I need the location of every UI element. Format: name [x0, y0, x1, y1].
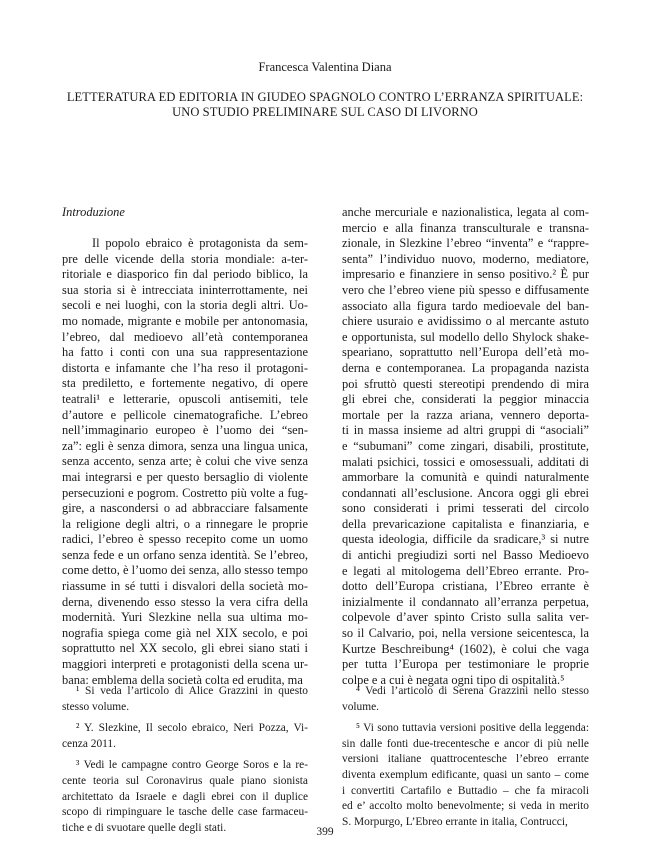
footnote-line: architettato da Israele e dagli ebrei con il duplice	[62, 790, 308, 803]
footnote-line: scopo di rimpinguare le tasche delle case farmaceu-	[62, 806, 308, 819]
left-column	[62, 205, 308, 688]
footnote-line: versioni italiane quattrocentesche l’ebreo errante	[342, 753, 589, 766]
text-line: ha fatto i conti con una sua rappresentazione	[62, 345, 308, 360]
article-title	[40, 90, 610, 120]
text-line: malati psichici, tossici e omosessuali, additati di	[342, 454, 589, 469]
text-line: derna, divenendo esso stesso la vera cifra della	[62, 594, 308, 609]
text-line: ritoriale e diasporico fin dal periodo biblico, la	[62, 267, 308, 282]
footnote-line: volume.	[342, 700, 380, 713]
text-line: teatrali¹ e letterarie, opuscoli antisemiti, tele	[62, 391, 308, 406]
text-line: nell’immaginario europeo è l’uomo dei “sen-	[62, 423, 308, 438]
text-line: associato alla figura tardo medioevale del ban-	[342, 298, 589, 313]
footnote	[342, 721, 589, 830]
text-line: la religione degli altri, o a rinnegare le proprie	[62, 516, 308, 531]
text-line: za”: egli è senza dimora, senza una lingua unica,	[62, 438, 308, 453]
section-heading: Introduzione	[62, 205, 125, 219]
text-line: riassume in sé tutti i disvalori della società mo-	[62, 579, 308, 594]
text-line: pre delle vicende della storia mondiale: a-ter-	[62, 251, 308, 266]
text-line: impresario e finanziere in senso positivo.² È pur	[342, 267, 589, 282]
author-name: Francesca Valentina Diana	[258, 60, 392, 74]
footnotes-left	[62, 684, 308, 836]
footnotes-right	[342, 684, 589, 830]
text-line: persecuzioni e pogrom. Costretto più volte a fug-	[62, 485, 308, 500]
footnote-line: cente teoria sul Coronavirus quale piano sionista	[62, 774, 308, 787]
text-line: secoli e nei luoghi, con la storia degli altri. Uo-	[62, 298, 308, 313]
text-line: colpevole d’aver spinto Cristo sulla salita ver-	[342, 610, 589, 625]
text-line: mo nomade, migrante e mobile per antonomasia,	[62, 313, 308, 328]
text-line: mercio e alla finanza transculturale e transna-	[342, 220, 589, 235]
text-line: vero che l’ebreo viene più spesso e diffusamente	[342, 282, 589, 297]
text-line: modernità. Yuri Slezkine nella sua ultima mo-	[62, 610, 308, 625]
text-line: ammorbare la comunità e quindi naturalmente	[342, 470, 589, 485]
title-line-2: UNO STUDIO PRELIMINARE SUL CASO DI LIVORNO	[172, 105, 478, 119]
text-line: senza fede e un orfano senza identità. Se l’ebreo,	[62, 547, 308, 562]
text-line: speariano, soprattutto nell’Europa dell’età mo-	[342, 345, 589, 360]
text-line: questa ideologia, difficile da sradicare,³ si nutre	[342, 532, 589, 547]
footnote-line: sin dalle fonti due-trecentesche e ancor di più nelle	[342, 737, 589, 750]
footnote-line: stesso volume.	[62, 700, 130, 713]
footnote-line: i convertiti Cartafilo e Buttadio – che fa miracoli	[342, 784, 589, 797]
page-number: 399	[316, 826, 334, 838]
text-line: mortale per la razza ariana, vennero deporta-	[342, 407, 589, 422]
text-line: zionale, in Slezkine l’ebreo “inventa” e “rappre-	[342, 236, 589, 251]
text-line: maggiori interpreti e protagonisti della scena ur-	[62, 657, 308, 672]
text-line: di antichi pregiudizi sorti nel Basso Medioevo	[342, 548, 589, 563]
left-column-text	[62, 236, 308, 688]
footnote-line: ¹ Si veda l’articolo di Alice Grazzini in questo	[76, 685, 308, 697]
footnote-line: diventa exemplum edificante, quasi un santo – come	[342, 768, 589, 781]
footnote-line: ³ Vedi le campagne contro George Soros e la re-	[76, 759, 308, 772]
text-line: per tutta l’Europa per testimoniare le proprie	[342, 657, 589, 672]
text-line: inizialmente il condannato all’erranza perpetua,	[342, 594, 589, 609]
footnote-line: tiche e di svuotare quelle degli stati.	[62, 821, 227, 834]
footnote-line: ⁴ Vedi l’articolo di Serena Grazzini nello stesso	[356, 685, 589, 697]
text-line: e legati al mitologema dell’Ebreo errante. Pro-	[342, 563, 589, 578]
text-line: e opportunista, sul modello dello Shylock shake-	[342, 329, 589, 344]
text-line: condannati all’esclusione. Ancora oggi gli ebrei	[342, 485, 589, 500]
text-line: sono considerati i primi tesserati del circolo	[342, 501, 589, 516]
text-line: so il Calvario, poi, nella versione seicentesca, la	[342, 626, 589, 641]
text-line: bana: emblema della società colta ed erudita, ma	[62, 672, 303, 687]
text-line: della prevaricazione capitalista e finanziaria, e	[342, 516, 589, 531]
footnote-line: S. Morpurgo, L’Ebreo errante in italia, Contrucci,	[342, 815, 568, 828]
text-line: dotto dell’Europa cristiana, l’Ebreo errante è	[342, 579, 589, 594]
text-line: sta prediletto, e fortemente negativo, di opere	[62, 376, 308, 391]
footnote-line: ² Y. Slezkine, Il secolo ebraico, Neri Pozza, Vi-	[76, 722, 308, 735]
text-line: ti in massa insieme ad altri gruppi di “asociali”	[342, 423, 589, 438]
text-line: colpe e a cui è negata ogni tipo di ospitalità.⁵	[342, 672, 565, 687]
title-line-1: LETTERATURA ED EDITORIA IN GIUDEO SPAGNOLO CONTRO L’ERRANZA SPIRITUALE:	[66, 90, 584, 104]
footnote-line: ⁵ Vi sono tuttavia versioni positive della leggenda:	[356, 722, 589, 735]
text-line: e “subumani” come zingari, disabili, prostitute,	[342, 438, 589, 453]
footnote-line: cenza 2011.	[62, 737, 116, 750]
footnote	[62, 758, 308, 836]
right-column-text	[342, 205, 589, 688]
text-line: Kurtze Beschreibung⁴ (1602), è colui che vaga	[342, 641, 589, 656]
footnote-line: ed e’ accolto molto benevolmente; si veda in merito	[342, 800, 589, 813]
text-line: l’ebreo, dal medioevo all’età contemporanea	[62, 329, 308, 344]
text-line: Il popolo ebraico è protagonista da sem-	[92, 236, 308, 250]
text-line: radici, l’ebreo è spesso recepito come un uomo	[62, 532, 308, 547]
text-line: anche mercuriale e nazionalistica, legata al com-	[342, 205, 589, 219]
footnote	[342, 684, 589, 715]
text-line: derna e contemporanea. La propaganda nazista	[342, 360, 589, 375]
text-line: gire, a nascondersi o ad abbracciare falsamente	[62, 501, 308, 516]
text-line: senta” l’individuo nuovo, moderno, mediatore,	[342, 251, 589, 266]
text-line: poi sfruttò questi stereotipi prendendo di mira	[342, 376, 589, 391]
text-line: gli ebrei che, considerati la peggior minaccia	[342, 392, 589, 407]
right-column	[342, 205, 589, 688]
text-line: nografia spiega come già nel XIX secolo, e poi	[62, 625, 308, 640]
text-line: distorta e infamante che l’ha reso il protagoni-	[62, 360, 308, 375]
text-line: mai integrarsi e per questo bersaglio di violente	[62, 469, 308, 484]
text-line: senza accento, senza arte; è colui che vive senza	[62, 454, 308, 469]
text-line: soprattutto nel XX secolo, gli ebrei siano stati i	[62, 641, 308, 656]
footnote	[62, 684, 308, 715]
text-line: d’autore e pellicole cinematografiche. L’ebreo	[62, 407, 308, 422]
text-line: chiere usuraio e avidissimo o al mercante astuto	[342, 314, 589, 329]
text-line: sua storia si è intrecciata ininterrottamente, nei	[62, 282, 308, 297]
text-line: come detto, è l’uomo dei senza, allo stesso tempo	[62, 563, 308, 578]
footnote	[62, 721, 308, 752]
